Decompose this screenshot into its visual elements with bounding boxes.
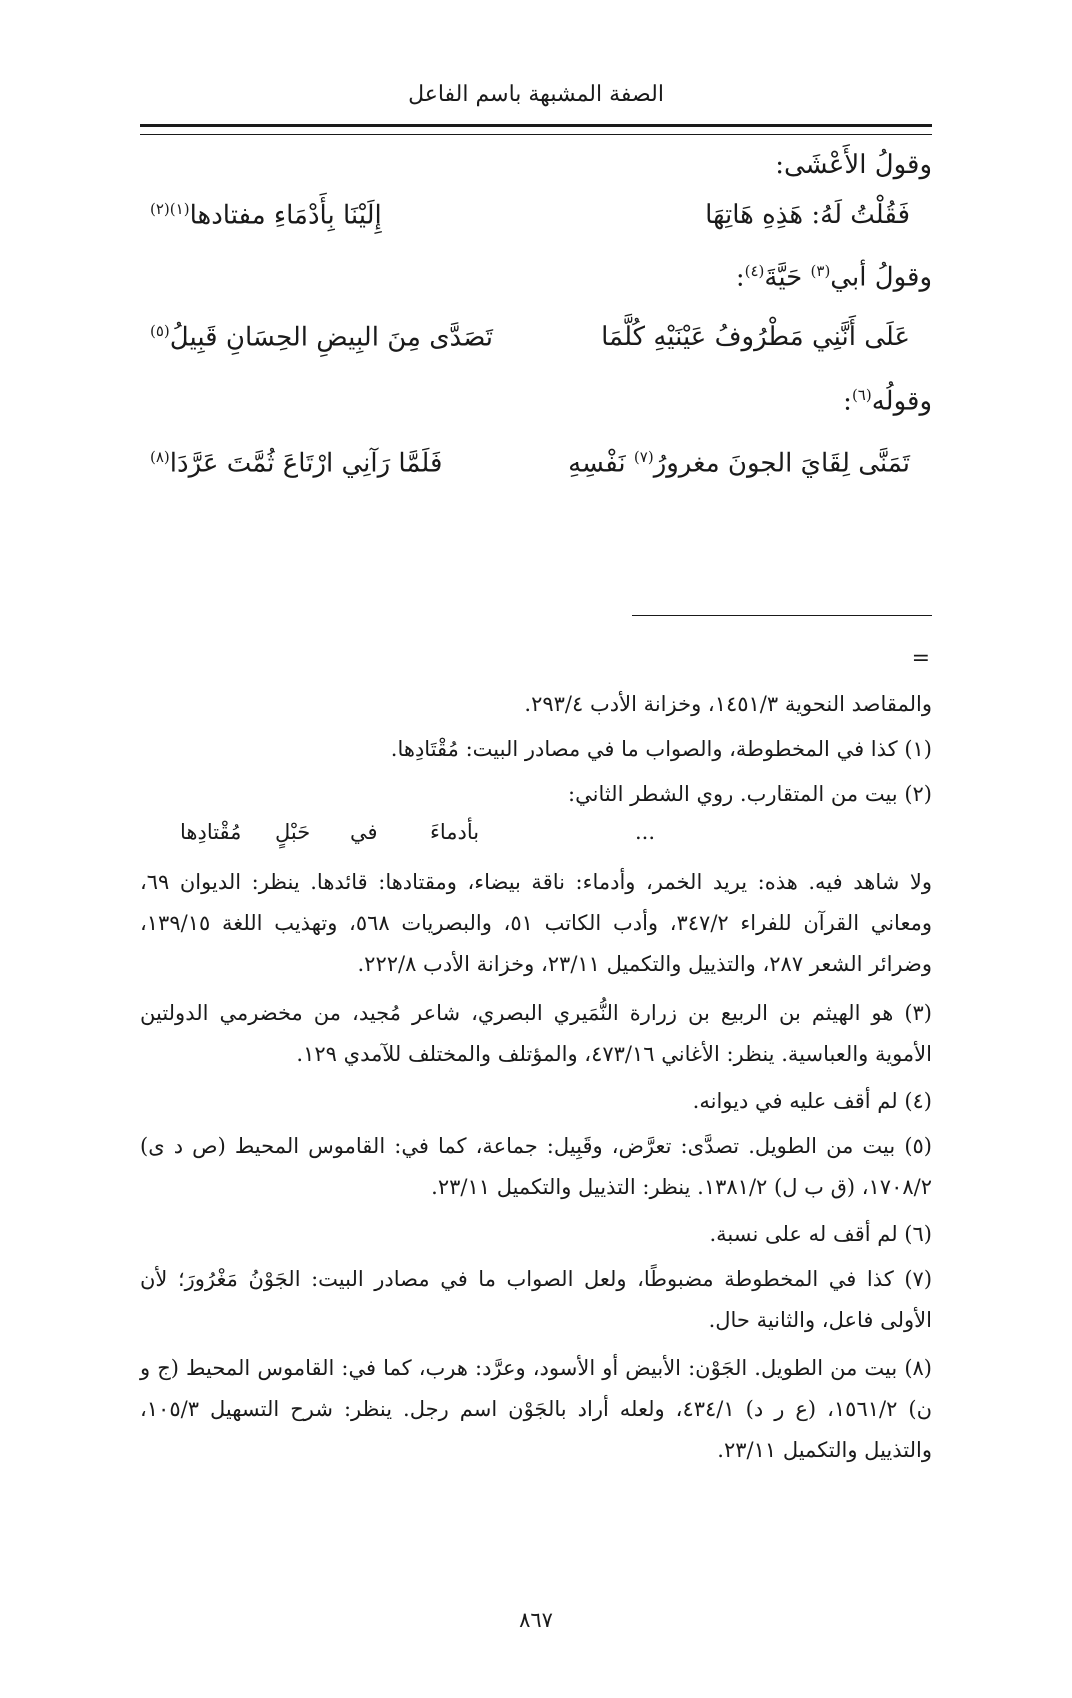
footnote-5: (٥) بيت من الطويل. تصدَّى: تعرَّض، وقَبِيل: جماعة، كما في: القاموس المحيط (ص د ى) ١٧٠٨/٢، (ق ب ل) ١٣٨١/٢. ينظر: التذييل والتكميل ٢٣/١١. [140, 1134, 932, 1199]
verse-3-first-text-a: تَمَنَّى لِقَايَ الجونَ مغرورُ [653, 448, 910, 479]
verse-3-second-hemistich [150, 448, 442, 479]
footnote-7: (٧) كذا في المخطوطة مضبوطًا، ولعل الصواب ما في مصادر البيت: الجَوْنُ مَغْرُورَ؛ لأن الأولى فاعل، والثانية حال. [140, 1267, 933, 1332]
page-number: ٨٦٧ [519, 1608, 553, 1632]
intro-line-1: وقولُ الأَعْشَى: [775, 150, 932, 180]
footnote-separator [632, 615, 932, 616]
footnote-ref-3: (٣) [810, 262, 831, 280]
footnote-ref-1-2: (١)(٢) [150, 200, 190, 218]
verse-1-first-hemistich: فَقُلْتُ لَهُ: هَذِهِ هَاتِهَا [705, 200, 910, 230]
footnote-4: (٤) لم أقف عليه في ديوانه. [692, 1089, 932, 1113]
verse-1-second-text: إِلَيْنَا بِأَدْمَاءِ مفتادها [189, 200, 382, 231]
intro-2-text-a: وقولُ أبي [830, 262, 932, 293]
footnote-2-continued: ولا شاهد فيه. هذه: يريد الخمر، وأدماء: ناقة بيضاء، ومقتادها: قائدها. ينظر: الديوان ٦٩، ومعاني القرآن للفراء ٣٤٧/٢، وأدب الكاتب ٥١، والبصريات ٥٦٨، وتهذيب اللغة ١٣٩/١٥، وضرائر الشعر ٢٨٧، والتذييل والتكميل ٢٣/١١، وخزانة الأدب ٢٢٢/٨. [140, 870, 932, 976]
verse-2 [150, 322, 910, 366]
verse-1-second-hemistich [150, 200, 382, 231]
footnote-ref-8: (٨) [150, 448, 170, 466]
footnote-ref-4: (٤) [744, 262, 765, 280]
fn-verse-word-1: بأدماءَ [430, 820, 480, 844]
intro-3-text: وقولُه [871, 386, 932, 417]
footnote-continuation-mark: = [911, 646, 930, 671]
footnote-2-verse [180, 820, 720, 850]
verse-2-first-hemistich: عَلَى أَنَّنِي مَطْرُوفُ عَيْنَيْهِ كُلَّمَا [601, 322, 910, 352]
footnote-8: (٨) بيت من الطويل. الجَوْن: الأبيض أو الأسود، وعرَّد: هرب، كما في: القاموس المحيط (ج و ن) ١٥٦١/٢، (ع ر د) ٤٣٤/١، ولعله أراد بالجَوْن اسم رجل. ينظر: شرح التسهيل ١٠٥/٣، والتذييل والتكميل ٢٣/١١. [140, 1356, 932, 1462]
verse-1 [150, 200, 910, 244]
intro-2-colon: : [735, 262, 745, 293]
fn-verse-word-2: في [350, 820, 378, 844]
intro-3-colon: : [843, 386, 852, 417]
footnote-6: (٦) لم أقف له على نسبة. [709, 1222, 932, 1246]
footnote-1: (١) كذا في المخطوطة، والصواب ما في مصادر البيت: مُقْتَادِها. [390, 737, 932, 761]
footnote-2: (٢) بيت من المتقارب. روي الشطر الثاني: [568, 782, 932, 806]
verse-2-second-hemistich [150, 322, 493, 353]
footnote-ref-7: (٧) [633, 448, 654, 466]
intro-line-2 [736, 262, 932, 293]
header-rule-thin [140, 134, 932, 135]
verse-3-first-text-b: نَفْسِهِ [568, 448, 634, 479]
header-rule-thick [140, 124, 932, 127]
running-header: الصفة المشبهة باسم الفاعل [408, 82, 664, 107]
verse-3-first-hemistich [568, 448, 910, 479]
verse-3 [150, 448, 910, 492]
footnote-ref-6: (٦) [851, 386, 872, 404]
fn-verse-word-3: حَبْلٍ [275, 820, 311, 844]
verse-3-second-text: فَلَمَّا رَآنِي ارْتَاعَ ثُمَّتَ عَرَّدَا [169, 448, 443, 479]
fn-verse-ellipsis: ... [635, 820, 656, 844]
footnote-3: (٣) هو الهيثم بن الربيع بن زرارة النُّمَيري البصري، شاعر مُجيد، من مخضرمي الدولتين الأموية والعباسية. ينظر: الأغاني ٤٧٣/١٦، والمؤتلف والمختلف للآمدي ١٢٩. [140, 1001, 932, 1066]
verse-2-second-text: تَصَدَّى مِنَ البِيضِ الحِسَانِ قَبِيلُ [169, 322, 493, 353]
intro-line-3 [843, 386, 932, 417]
intro-2-text-b: حَيَّةَ [764, 262, 811, 293]
footnote-continuation: والمقاصد النحوية ١٤٥١/٣، وخزانة الأدب ٢٩٣/٤. [524, 692, 932, 716]
fn-verse-word-4: مُقْتادِها [180, 820, 242, 844]
footnote-ref-5: (٥) [150, 322, 170, 340]
